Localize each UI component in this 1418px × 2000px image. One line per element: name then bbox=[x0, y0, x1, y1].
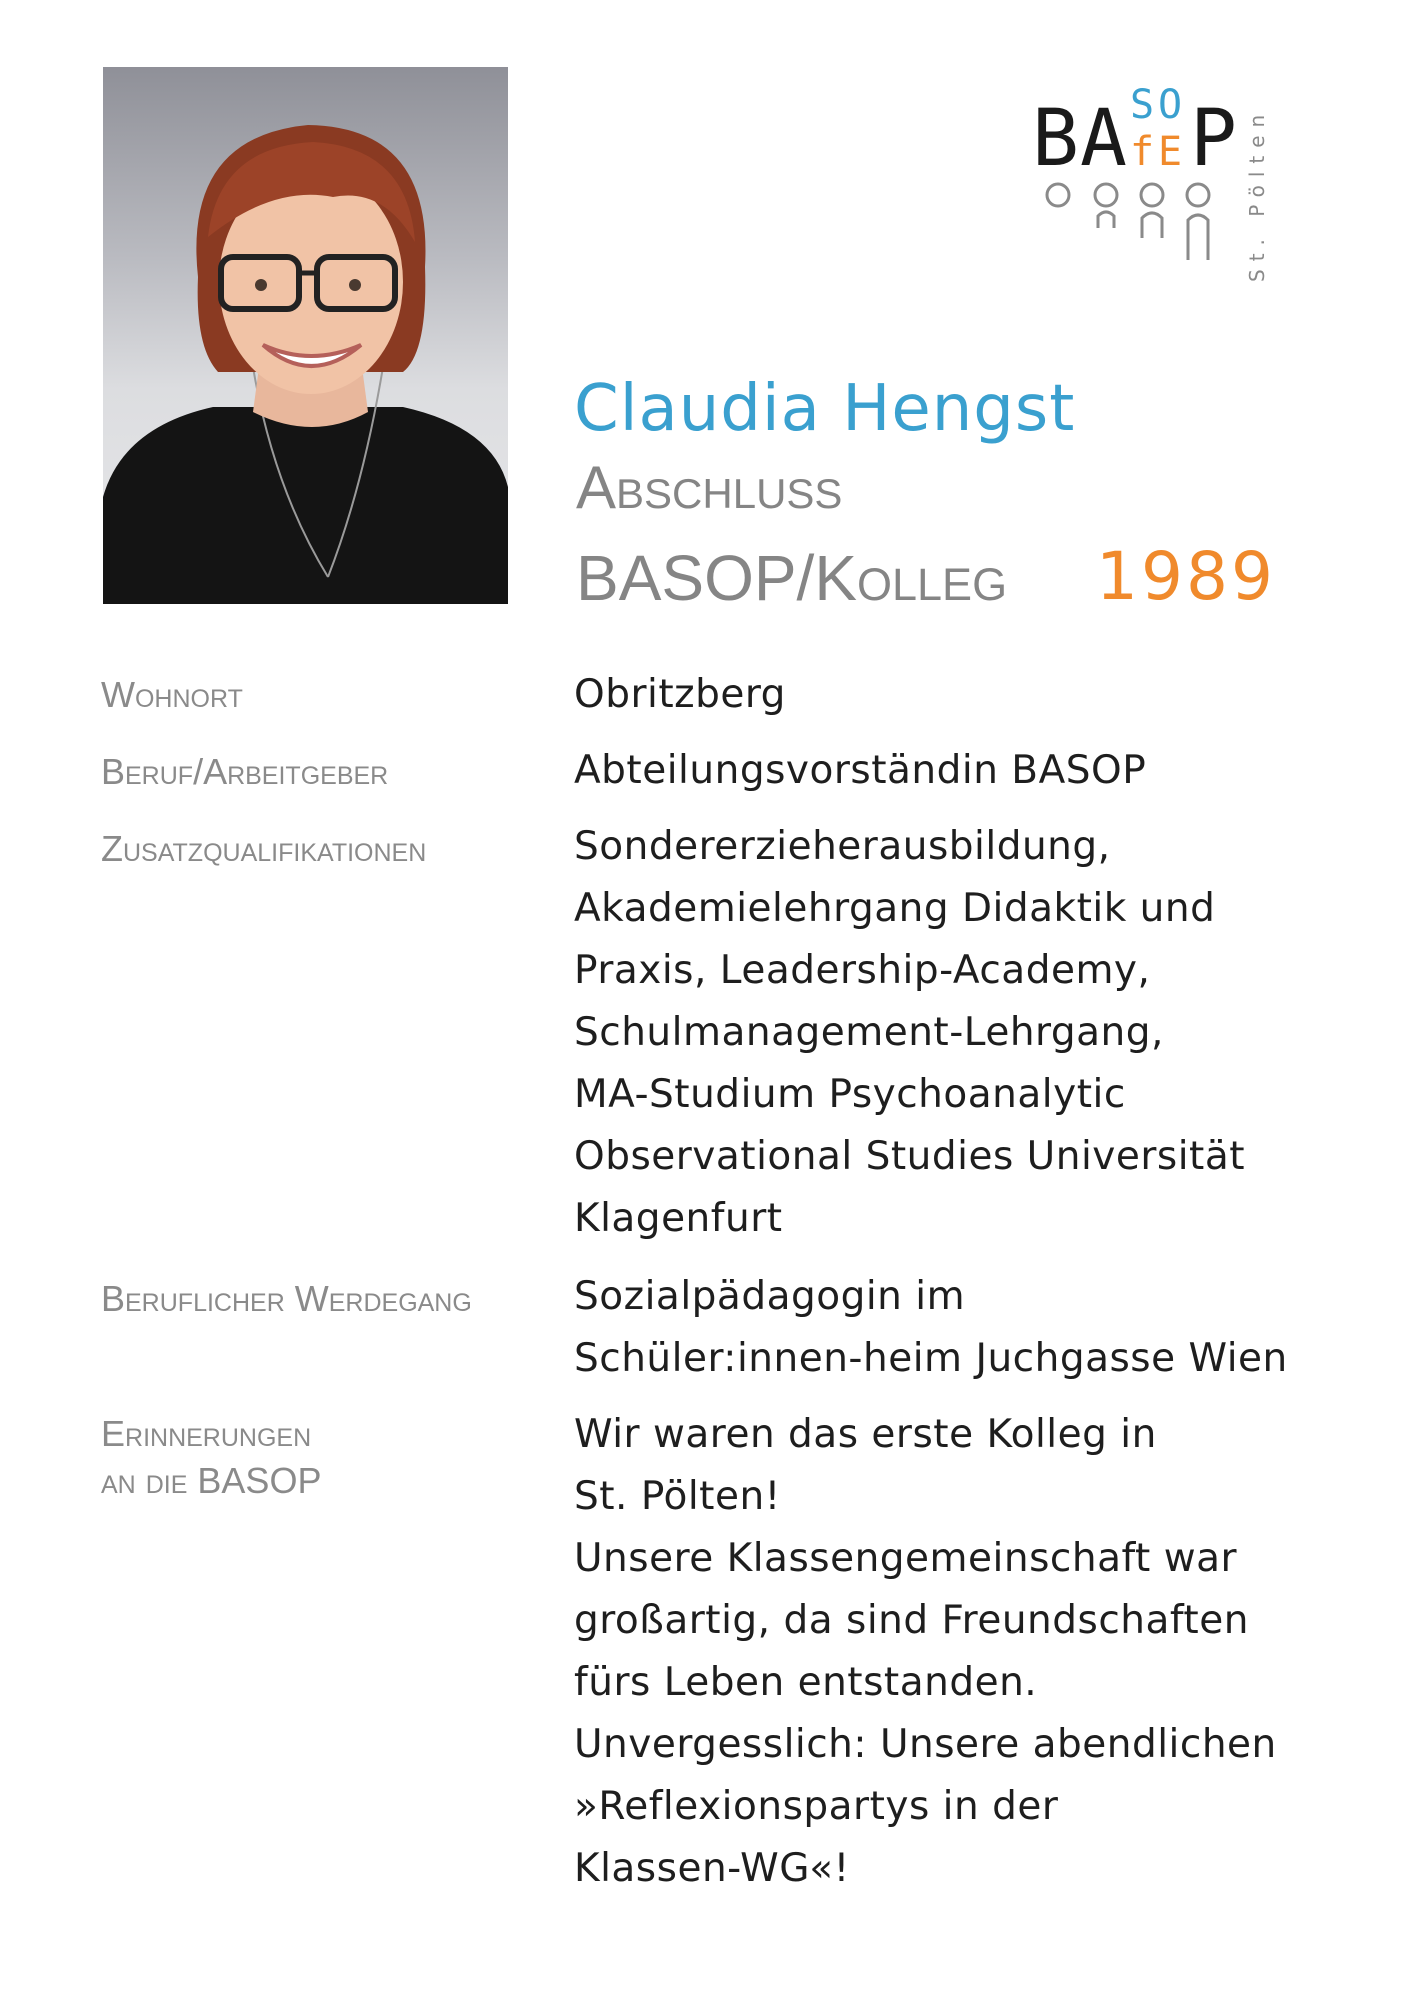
value-zusatzqualifikationen: Sondererzieherausbildung, Akademielehrgang Didaktik und Praxis, Leadership-Academy, Schulmanagement-Lehrgang, MA-Studium Psychoanalytic Observational Studies Universität Klagenfurt bbox=[574, 824, 1246, 1241]
label-werdegang: Beruflicher Werdegang bbox=[101, 1278, 472, 1319]
abschluss-heading: Abschluss bbox=[576, 454, 843, 521]
value-erinnerungen: Wir waren das erste Kolleg in St. Pölten! Unsere Klassengemeinschaft war großartig, da sind Freundschaften fürs Leben entstanden. Unvergesslich: Unsere abendlichen »Reflexionspartys in der Klassen-WG«! bbox=[574, 1412, 1277, 1891]
label-erinnerungen: Erinnerungen an die BASOP bbox=[101, 1413, 322, 1501]
portrait-photo bbox=[103, 67, 508, 604]
value-beruf: Abteilungsvorständin BASOP bbox=[574, 748, 1147, 793]
value-wohnort: Obritzberg bbox=[574, 672, 786, 717]
graduation-year: 1989 bbox=[1096, 538, 1276, 615]
logo-figures-icon bbox=[1047, 184, 1209, 260]
kolleg-heading: BASOP/Kolleg bbox=[576, 542, 1008, 614]
logo-letter-a: A bbox=[1080, 94, 1127, 184]
basop-logo-mark bbox=[1030, 70, 1280, 290]
label-wohnort: Wohnort bbox=[101, 674, 243, 715]
logo-letter-s: S bbox=[1130, 82, 1155, 128]
logo-letter-e: E bbox=[1158, 129, 1183, 175]
basop-logo bbox=[1030, 70, 1280, 290]
value-werdegang: Sozialpädagogin im Schüler:innen-heim Juchgasse Wien bbox=[574, 1274, 1288, 1381]
portrait-illustration bbox=[103, 67, 508, 604]
label-beruf: Beruf/Arbeitgeber bbox=[101, 751, 389, 792]
logo-city: St. Pölten bbox=[1245, 106, 1269, 282]
logo-letter-o: O bbox=[1158, 82, 1183, 128]
label-zusatzqualifikationen: Zusatzqualifikationen bbox=[101, 828, 427, 869]
person-name: Claudia Hengst bbox=[574, 372, 1076, 446]
logo-letter-b: B bbox=[1032, 94, 1079, 184]
logo-letter-f: f bbox=[1130, 129, 1155, 175]
logo-letter-p: P bbox=[1190, 94, 1237, 184]
